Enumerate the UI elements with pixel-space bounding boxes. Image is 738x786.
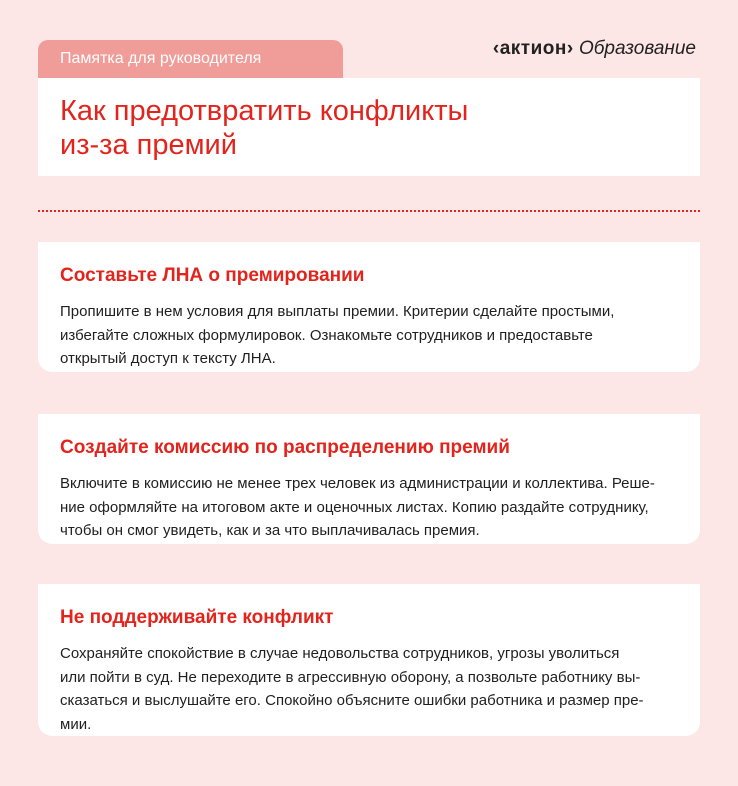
tip-heading: Не поддерживайте конфликт bbox=[60, 607, 334, 628]
tip-text-line: Включите в комиссию не менее трех человек из администрации и коллектива. Реше- bbox=[60, 475, 655, 492]
logo-brand: ‹актион› bbox=[492, 38, 574, 59]
tip-text-line: или пойти в суд. Не переходите в агрессивную оборону, а позвольте работнику вы- bbox=[60, 668, 641, 686]
aktion-logo bbox=[493, 38, 696, 60]
tip-text-line: открытый доступ к тексту ЛНА. bbox=[60, 350, 276, 367]
tip-text-line: ние оформляйте на итоговом акте и оценочных листах. Копию раздайте сотруднику, bbox=[60, 498, 649, 516]
page-title-line-2: из-за премий bbox=[60, 129, 237, 161]
title-box bbox=[38, 78, 700, 176]
tip-text-line: Пропишите в нем условия для выплаты премии. Критерии сделайте простыми, bbox=[60, 303, 615, 320]
tip-card-commission bbox=[38, 414, 700, 544]
document-tag-label: Памятка для руководителя bbox=[60, 50, 262, 67]
tip-card-lna bbox=[38, 242, 700, 372]
tip-text-line: чтобы он смог увидеть, как и за что выплачивалась премия. bbox=[60, 522, 480, 539]
tip-text-line: сказаться и выслушайте его. Спокойно объясните ошибки работника и размер пре- bbox=[60, 692, 644, 709]
tip-text-line: Сохраняйте спокойствие в случае недовольства сотрудников, угрозы уволиться bbox=[60, 645, 620, 662]
tip-heading: Создайте комиссию по распределению премий bbox=[60, 437, 510, 458]
tip-text-line: избегайте сложных формулировок. Ознакомьте сотрудников и предоставьте bbox=[60, 326, 593, 344]
logo-subtitle: Образование bbox=[578, 38, 696, 59]
dotted-divider bbox=[38, 210, 700, 212]
tip-text-line: мии. bbox=[60, 715, 92, 733]
tip-heading: Составьте ЛНА о премировании bbox=[60, 265, 365, 286]
document-tag bbox=[38, 40, 343, 78]
page-title-line-1: Как предотвратить конфликты bbox=[60, 95, 469, 127]
tip-card-conflict bbox=[38, 584, 700, 736]
